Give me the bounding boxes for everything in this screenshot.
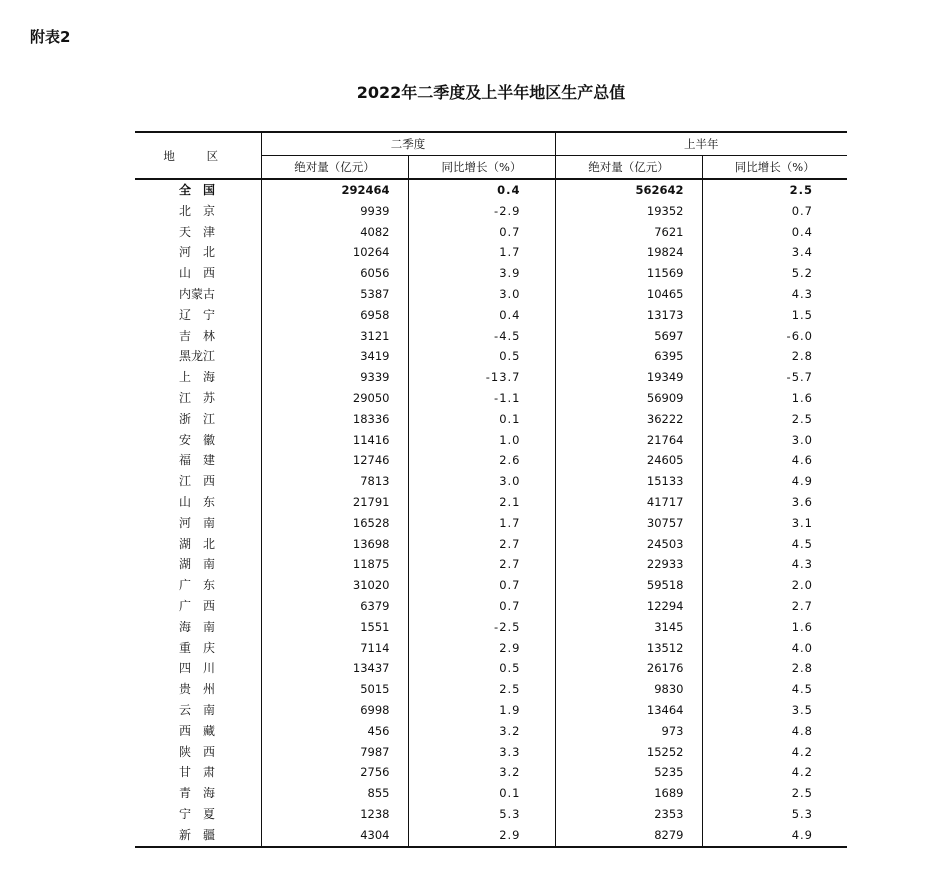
q2-growth-cell: 2.9 bbox=[408, 638, 555, 659]
q2-growth-cell: 3.9 bbox=[408, 263, 555, 284]
h1-abs-cell: 13173 bbox=[555, 305, 702, 326]
q2-growth-cell: 5.3 bbox=[408, 804, 555, 825]
region-cell: 海 南 bbox=[179, 619, 216, 634]
q2-abs-cell: 3121 bbox=[261, 326, 408, 347]
table-row bbox=[135, 326, 847, 347]
q2-growth-cell: 3.0 bbox=[408, 284, 555, 305]
h1-growth-cell: 2.7 bbox=[702, 596, 847, 617]
table-row bbox=[135, 534, 847, 555]
h1-abs-cell: 19349 bbox=[555, 367, 702, 388]
region-cell: 广 西 bbox=[179, 598, 216, 613]
h1-abs-cell: 30757 bbox=[555, 513, 702, 534]
q2-growth-cell: 2.7 bbox=[408, 554, 555, 575]
q2-abs-cell: 292464 bbox=[261, 179, 408, 201]
h1-growth-cell: 2.8 bbox=[702, 346, 847, 367]
q2-growth-cell: -2.9 bbox=[408, 201, 555, 222]
table-row bbox=[135, 471, 847, 492]
h1-abs-cell: 2353 bbox=[555, 804, 702, 825]
region-cell: 山 东 bbox=[179, 494, 216, 509]
table-row bbox=[135, 263, 847, 284]
q2-abs-cell: 29050 bbox=[261, 388, 408, 409]
h1-growth-cell: -6.0 bbox=[702, 326, 847, 347]
table-row bbox=[135, 201, 847, 222]
h1-abs-cell: 3145 bbox=[555, 617, 702, 638]
q2-growth-cell: 3.0 bbox=[408, 471, 555, 492]
q2-abs-cell: 2756 bbox=[261, 762, 408, 783]
q2-abs-cell: 7813 bbox=[261, 471, 408, 492]
region-cell: 全 国 bbox=[179, 183, 216, 197]
table-row bbox=[135, 492, 847, 513]
h1-growth-cell: 4.8 bbox=[702, 721, 847, 742]
table-row bbox=[135, 284, 847, 305]
h1-abs-cell: 13464 bbox=[555, 700, 702, 721]
h1-growth-cell: 3.0 bbox=[702, 430, 847, 451]
q2-abs-cell: 6056 bbox=[261, 263, 408, 284]
region-cell: 北 京 bbox=[179, 203, 216, 218]
h1-growth-cell: 4.2 bbox=[702, 762, 847, 783]
region-cell: 江 苏 bbox=[179, 390, 216, 405]
q2-growth-cell: 2.9 bbox=[408, 825, 555, 847]
h1-abs-cell: 19352 bbox=[555, 201, 702, 222]
h1-abs-cell: 10465 bbox=[555, 284, 702, 305]
q2-abs-cell: 31020 bbox=[261, 575, 408, 596]
h1-growth-cell: 2.5 bbox=[702, 179, 847, 201]
q2-abs-cell: 12746 bbox=[261, 450, 408, 471]
h1-growth-cell: 3.6 bbox=[702, 492, 847, 513]
q2-abs-cell: 6998 bbox=[261, 700, 408, 721]
table-row bbox=[135, 388, 847, 409]
q2-growth-cell: 3.2 bbox=[408, 762, 555, 783]
h1-growth-cell: 0.7 bbox=[702, 201, 847, 222]
region-cell: 陕 西 bbox=[179, 744, 216, 759]
q2-growth-cell: 0.4 bbox=[408, 305, 555, 326]
h1-growth-cell: 1.5 bbox=[702, 305, 847, 326]
h1-growth-cell: 4.0 bbox=[702, 638, 847, 659]
q2-growth-cell: 0.7 bbox=[408, 596, 555, 617]
q2-growth-cell: 0.7 bbox=[408, 575, 555, 596]
q2-abs-cell: 11416 bbox=[261, 430, 408, 451]
page-title: 2022年二季度及上半年地区生产总值 bbox=[356, 83, 626, 102]
q2-growth-cell: 0.1 bbox=[408, 783, 555, 804]
h1-abs-cell: 15133 bbox=[555, 471, 702, 492]
table-row bbox=[135, 409, 847, 430]
h1-abs-cell: 8279 bbox=[555, 825, 702, 847]
h1-growth-cell: 1.6 bbox=[702, 617, 847, 638]
q2-growth-cell: 0.1 bbox=[408, 409, 555, 430]
table-row bbox=[135, 596, 847, 617]
region-cell: 云 南 bbox=[179, 702, 216, 717]
h1-growth-cell: 5.3 bbox=[702, 804, 847, 825]
table-row bbox=[135, 804, 847, 825]
h1-growth-cell: 2.0 bbox=[702, 575, 847, 596]
h1-abs-cell: 41717 bbox=[555, 492, 702, 513]
table-row bbox=[135, 222, 847, 243]
table-row bbox=[135, 367, 847, 388]
q2-abs-cell: 1238 bbox=[261, 804, 408, 825]
region-cell: 福 建 bbox=[179, 453, 216, 468]
table-row bbox=[135, 346, 847, 367]
h1-growth-cell: 4.3 bbox=[702, 284, 847, 305]
h1-growth-cell: 2.5 bbox=[702, 783, 847, 804]
h1-growth-cell: 2.5 bbox=[702, 409, 847, 430]
table-row bbox=[135, 825, 847, 847]
q2-growth-cell: -13.7 bbox=[408, 367, 555, 388]
region-cell: 黑龙江 bbox=[179, 349, 216, 364]
region-cell: 广 东 bbox=[179, 578, 216, 593]
h1-abs-cell: 11569 bbox=[555, 263, 702, 284]
h1-abs-cell: 24503 bbox=[555, 534, 702, 555]
q2-growth-cell: 2.1 bbox=[408, 492, 555, 513]
q2-abs-cell: 5015 bbox=[261, 679, 408, 700]
h1-growth-cell: 4.5 bbox=[702, 679, 847, 700]
q2-abs-cell: 855 bbox=[261, 783, 408, 804]
region-cell: 宁 夏 bbox=[179, 806, 216, 821]
table-row bbox=[135, 430, 847, 451]
h1-abs-cell: 562642 bbox=[555, 179, 702, 201]
h1-abs-cell: 9830 bbox=[555, 679, 702, 700]
h1-abs-cell: 21764 bbox=[555, 430, 702, 451]
h1-abs-cell: 36222 bbox=[555, 409, 702, 430]
h1-abs-cell: 15252 bbox=[555, 742, 702, 763]
q2-growth-cell: 1.7 bbox=[408, 242, 555, 263]
table-row bbox=[135, 721, 847, 742]
q2-growth-cell: 2.6 bbox=[408, 450, 555, 471]
h1-abs-cell: 26176 bbox=[555, 658, 702, 679]
h1-growth-cell: 4.2 bbox=[702, 742, 847, 763]
q2-growth-cell: 0.5 bbox=[408, 346, 555, 367]
h1-abs-cell: 5697 bbox=[555, 326, 702, 347]
h1-abs-cell: 5235 bbox=[555, 762, 702, 783]
region-cell: 天 津 bbox=[179, 224, 216, 239]
table-row bbox=[135, 658, 847, 679]
h1-growth-cell: 3.5 bbox=[702, 700, 847, 721]
q2-abs-cell: 6958 bbox=[261, 305, 408, 326]
table-row bbox=[135, 575, 847, 596]
h1-growth-cell: 4.5 bbox=[702, 534, 847, 555]
q2-abs-cell: 18336 bbox=[261, 409, 408, 430]
q2-growth-cell: -2.5 bbox=[408, 617, 555, 638]
q2-abs-cell: 1551 bbox=[261, 617, 408, 638]
q2-growth-cell: 1.0 bbox=[408, 430, 555, 451]
q2-abs-cell: 7114 bbox=[261, 638, 408, 659]
h1-abs-cell: 22933 bbox=[555, 554, 702, 575]
table-row bbox=[135, 638, 847, 659]
region-cell: 上 海 bbox=[179, 370, 216, 385]
q2-growth-header: 同比增长（%） bbox=[408, 156, 555, 180]
region-cell: 河 北 bbox=[179, 245, 216, 260]
q2-abs-cell: 7987 bbox=[261, 742, 408, 763]
region-cell: 内蒙古 bbox=[179, 286, 216, 301]
table-row bbox=[135, 450, 847, 471]
table-row bbox=[135, 513, 847, 534]
region-cell: 甘 肃 bbox=[179, 765, 216, 780]
table-row bbox=[135, 762, 847, 783]
table-row bbox=[135, 242, 847, 263]
q2-abs-cell: 11875 bbox=[261, 554, 408, 575]
q2-abs-cell: 9339 bbox=[261, 367, 408, 388]
gdp-table bbox=[135, 131, 847, 848]
table-header bbox=[135, 132, 847, 179]
table-row bbox=[135, 617, 847, 638]
region-cell: 吉 林 bbox=[179, 328, 216, 343]
h1-growth-cell: 3.4 bbox=[702, 242, 847, 263]
q2-growth-cell: 0.4 bbox=[408, 179, 555, 201]
q2-growth-cell: 1.9 bbox=[408, 700, 555, 721]
table-row bbox=[135, 742, 847, 763]
table-body bbox=[135, 179, 847, 847]
region-cell: 新 疆 bbox=[135, 825, 261, 847]
table-row bbox=[135, 783, 847, 804]
region-cell: 湖 北 bbox=[179, 536, 216, 551]
table-row bbox=[135, 305, 847, 326]
q2-growth-cell: 2.5 bbox=[408, 679, 555, 700]
q2-abs-header: 绝对量（亿元） bbox=[261, 156, 408, 180]
h1-abs-cell: 1689 bbox=[555, 783, 702, 804]
q2-abs-cell: 13437 bbox=[261, 658, 408, 679]
region-cell: 山 西 bbox=[179, 266, 216, 281]
region-cell: 河 南 bbox=[179, 515, 216, 530]
h1-growth-cell: 5.2 bbox=[702, 263, 847, 284]
q2-growth-cell: -1.1 bbox=[408, 388, 555, 409]
q2-abs-cell: 456 bbox=[261, 721, 408, 742]
h1-abs-header: 绝对量（亿元） bbox=[555, 156, 702, 180]
region-cell: 辽 宁 bbox=[179, 307, 216, 322]
h1-abs-cell: 19824 bbox=[555, 242, 702, 263]
region-cell: 青 海 bbox=[179, 786, 216, 801]
h1-group-header: 上半年 bbox=[555, 132, 847, 156]
h1-growth-cell: 4.9 bbox=[702, 471, 847, 492]
q2-growth-cell: 1.7 bbox=[408, 513, 555, 534]
region-cell: 浙 江 bbox=[179, 411, 216, 426]
q2-abs-cell: 6379 bbox=[261, 596, 408, 617]
h1-abs-cell: 6395 bbox=[555, 346, 702, 367]
table-row-total bbox=[135, 179, 847, 201]
h1-abs-cell: 973 bbox=[555, 721, 702, 742]
q2-abs-cell: 4304 bbox=[261, 825, 408, 847]
h1-abs-cell: 24605 bbox=[555, 450, 702, 471]
h1-abs-cell: 56909 bbox=[555, 388, 702, 409]
h1-growth-cell: 0.4 bbox=[702, 222, 847, 243]
q2-abs-cell: 4082 bbox=[261, 222, 408, 243]
region-cell: 贵 州 bbox=[179, 682, 216, 697]
h1-growth-cell: 4.6 bbox=[702, 450, 847, 471]
q2-abs-cell: 5387 bbox=[261, 284, 408, 305]
region-cell: 安 徽 bbox=[179, 432, 216, 447]
region-cell: 四 川 bbox=[179, 661, 216, 676]
region-cell: 江 西 bbox=[179, 474, 216, 489]
region-cell: 西 藏 bbox=[179, 723, 216, 738]
region-cell: 重 庆 bbox=[179, 640, 216, 655]
h1-growth-cell: 3.1 bbox=[702, 513, 847, 534]
h1-abs-cell: 59518 bbox=[555, 575, 702, 596]
q2-abs-cell: 3419 bbox=[261, 346, 408, 367]
h1-abs-cell: 12294 bbox=[555, 596, 702, 617]
h1-abs-cell: 7621 bbox=[555, 222, 702, 243]
q2-abs-cell: 10264 bbox=[261, 242, 408, 263]
q2-abs-cell: 21791 bbox=[261, 492, 408, 513]
table-row bbox=[135, 554, 847, 575]
q2-growth-cell: 2.7 bbox=[408, 534, 555, 555]
q2-abs-cell: 9939 bbox=[261, 201, 408, 222]
h1-growth-cell: 1.6 bbox=[702, 388, 847, 409]
q2-group-header: 二季度 bbox=[261, 132, 555, 156]
region-column-header: 地 区 bbox=[135, 132, 261, 179]
q2-abs-cell: 16528 bbox=[261, 513, 408, 534]
h1-growth-cell: 4.3 bbox=[702, 554, 847, 575]
q2-growth-cell: 3.2 bbox=[408, 721, 555, 742]
h1-growth-cell: -5.7 bbox=[702, 367, 847, 388]
q2-growth-cell: 0.5 bbox=[408, 658, 555, 679]
table-row bbox=[135, 700, 847, 721]
h1-growth-cell: 4.9 bbox=[702, 825, 847, 847]
appendix-label: 附表2 bbox=[30, 28, 71, 46]
region-cell: 湖 南 bbox=[179, 557, 216, 572]
q2-growth-cell: 0.7 bbox=[408, 222, 555, 243]
h1-growth-header: 同比增长（%） bbox=[702, 156, 847, 180]
h1-growth-cell: 2.8 bbox=[702, 658, 847, 679]
q2-growth-cell: 3.3 bbox=[408, 742, 555, 763]
q2-growth-cell: -4.5 bbox=[408, 326, 555, 347]
table-row bbox=[135, 679, 847, 700]
q2-abs-cell: 13698 bbox=[261, 534, 408, 555]
h1-abs-cell: 13512 bbox=[555, 638, 702, 659]
